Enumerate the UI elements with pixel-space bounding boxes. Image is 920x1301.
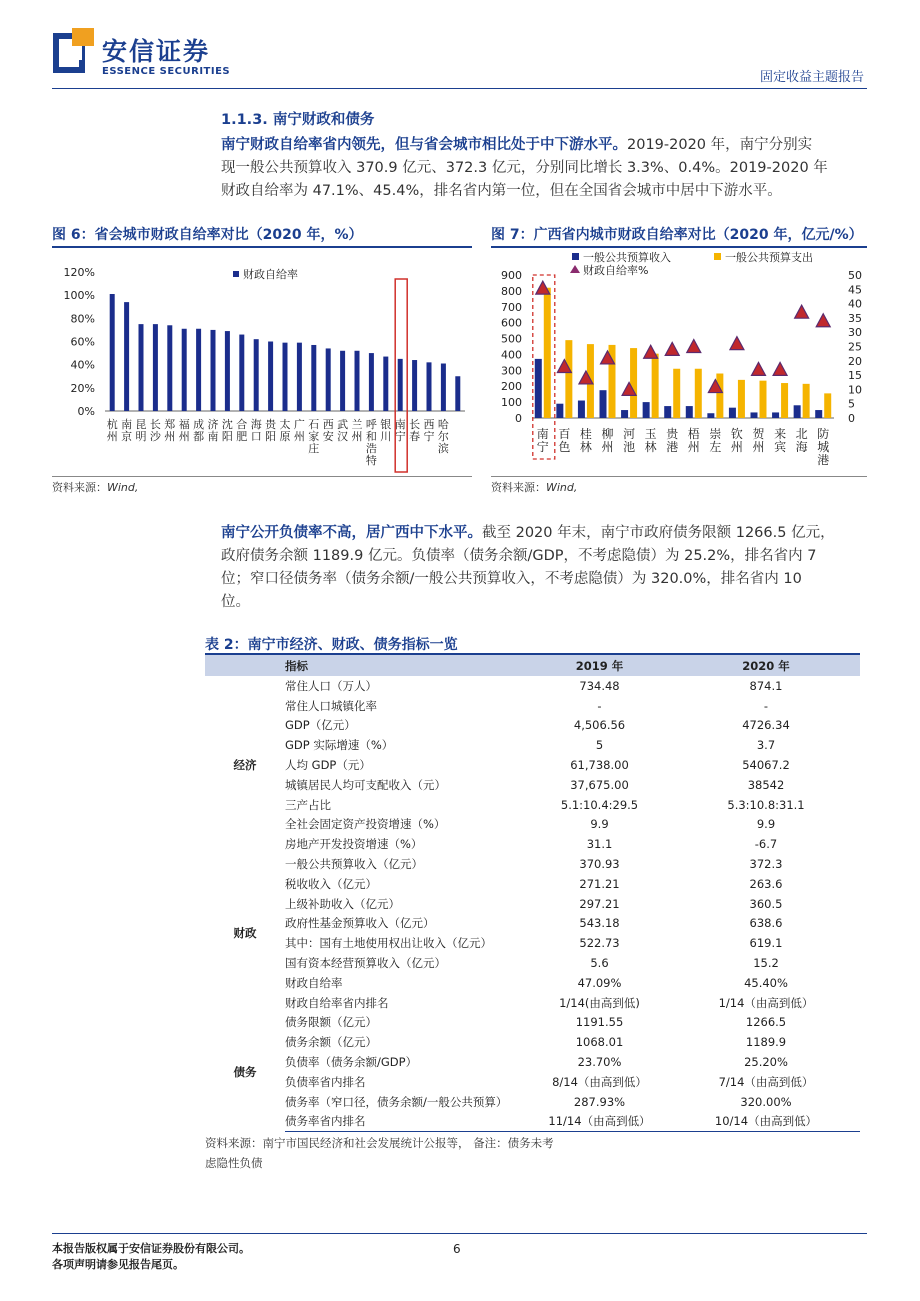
table-row	[205, 815, 860, 835]
table-cell-2020: 38542	[747, 777, 785, 792]
table-cell-indicator: 城镇居民人均可支配收入（元）	[285, 777, 446, 792]
fig6-title-rule	[52, 246, 472, 248]
table-cell-2020: 10/14（由高到低）	[672, 1112, 860, 1132]
fig7-source-name: Wind,	[546, 481, 578, 494]
table2-source-line1: 资料来源：南宁市国民经济和社会发展统计公报等， 备注：债务未考	[205, 1136, 554, 1150]
table-cell-2020: 263.6	[749, 876, 783, 891]
fig7-bar-income	[664, 406, 671, 418]
fig7-ytick-right: 0	[848, 412, 855, 425]
table-cell-2019: 4,506.56	[573, 718, 626, 733]
fig7-ytick-left: 400	[501, 348, 522, 362]
para2-line4: 位。	[221, 594, 250, 610]
table-cell-indicator: 国有资本经营预算收入（亿元）	[285, 956, 446, 971]
para1-lead: 南宁财政自给率省内领先，但与省会城市相比处于中下游水平。	[221, 137, 627, 153]
fig7-legend-income: 一般公共预算收入	[583, 251, 671, 264]
table-cell-2019: 9.9	[590, 817, 609, 832]
paragraph-2	[221, 522, 871, 614]
table-cell-2019: 734.48	[579, 678, 620, 693]
fig7-bar-expense	[781, 383, 788, 418]
fig7-source-prefix: 资料来源：	[491, 481, 546, 494]
fig7-marker-ratio	[752, 362, 766, 375]
fig7-bar-income	[600, 390, 607, 418]
table-category: 债务	[233, 1065, 257, 1080]
table-cell-2020: 874.1	[749, 678, 783, 693]
fig6-xtick: 太原	[279, 418, 291, 443]
table-cell-indicator: 常住人口城镇化率	[285, 698, 377, 713]
table-row	[205, 1112, 860, 1132]
fig6-bar	[355, 351, 360, 411]
fig6-ytick: 40%	[70, 358, 95, 372]
fig6-ytick: 0%	[77, 405, 95, 418]
footer-divider	[52, 1233, 867, 1234]
fig6-xtick: 长春	[409, 418, 421, 443]
table2-title: 表 2：南宁市经济、财政、债务指标一览	[205, 637, 458, 653]
fig6-bar	[167, 325, 172, 411]
fig6-ytick: 100%	[63, 289, 95, 303]
fig7-xtick: 贵港	[666, 427, 679, 454]
table-row	[205, 716, 860, 736]
fig7-legend-expense: 一般公共预算支出	[725, 251, 813, 264]
table-cell-2020: 320.00%	[740, 1094, 792, 1109]
fig6-bar	[139, 324, 144, 411]
fig6-legend-swatch	[233, 271, 239, 277]
report-type: 固定收益主题报告	[759, 70, 864, 85]
table-cell-2019: 5.1:10.4:29.5	[560, 797, 639, 812]
fig6-xtick: 合肥	[236, 418, 248, 443]
fig7-marker-ratio	[665, 342, 679, 355]
table-cell-indicator: 上级补助收入（亿元）	[285, 896, 400, 911]
table-cell-2020: 1/14（由高到低）	[718, 995, 814, 1010]
fig7-bar-expense	[716, 374, 723, 418]
fig7-marker-ratio	[773, 362, 787, 375]
table-row	[205, 735, 860, 755]
fig6-bar	[268, 342, 273, 412]
table-cell-2020: 45.40%	[744, 975, 788, 990]
fig7-marker-ratio	[730, 337, 744, 350]
fig7-ytick-right: 15	[848, 369, 862, 383]
fig7-bar-income	[621, 410, 628, 418]
table-row	[205, 1052, 860, 1072]
fig6-bar	[153, 324, 158, 411]
table-cell-2020: 54067.2	[742, 758, 790, 773]
table-row	[205, 973, 860, 993]
fig7-bar-expense	[544, 288, 551, 418]
fig7-xtick: 北海	[795, 427, 808, 454]
fig7-xtick: 梧州	[687, 427, 700, 454]
fig6-xtick: 济南	[207, 418, 219, 443]
table-row	[205, 874, 860, 894]
table-header-2020: 2020 年	[672, 655, 860, 676]
footer-copyright: 本报告版权属于安信证券股份有限公司。	[52, 1242, 250, 1255]
table-cell-indicator: 房地产开发投资增速（%）	[285, 837, 423, 852]
table-cell-indicator: 其中：国有土地使用权出让收入（亿元）	[285, 936, 492, 951]
fig7-legend-ratio: 财政自给率%	[583, 264, 649, 277]
fig7-marker-ratio	[816, 314, 830, 327]
fig6-source-prefix: 资料来源：	[52, 481, 107, 494]
table-cell-2019: 11/14（由高到低）	[527, 1112, 672, 1132]
fig6-bar	[427, 362, 432, 411]
table-cell-indicator: GDP（亿元）	[285, 718, 356, 733]
table-cell-2020: 360.5	[749, 896, 783, 911]
table-cell-indicator: GDP 实际增速（%）	[285, 738, 394, 753]
fig7-ytick-left: 0	[515, 412, 522, 425]
fig6-bar	[326, 348, 331, 411]
fig6-xtick: 海口	[250, 418, 262, 443]
fig6-bar	[383, 357, 388, 411]
table-cell-indicator: 税收收入（亿元）	[285, 876, 377, 891]
table-cell-2020: -	[763, 698, 769, 713]
table-row	[205, 953, 860, 973]
table-cell-indicator: 政府性基金预算收入（亿元）	[285, 916, 435, 931]
table-category: 财政	[233, 926, 257, 941]
fig7-xtick: 防城港	[817, 427, 830, 467]
fig7-xtick: 钦州	[730, 427, 743, 454]
table-cell-2019: 5.6	[590, 956, 609, 971]
fig7-bar-income	[707, 413, 714, 418]
table-cell-indicator: 债务限额（亿元）	[285, 1015, 377, 1030]
fig6-source-rule	[52, 476, 472, 477]
fig7-bar-income	[686, 406, 693, 418]
table-header-indicator: 指标	[285, 655, 527, 676]
table-cell-2019: 1068.01	[575, 1035, 624, 1050]
fig7-ytick-left: 700	[501, 300, 522, 314]
table-cell-2019: 522.73	[579, 936, 620, 951]
para1-line1: 2019-2020 年，南宁分别实	[627, 137, 813, 153]
fig6-xtick: 南宁	[394, 418, 406, 443]
fig7-bar-expense	[565, 340, 572, 418]
table-row	[205, 755, 860, 775]
table-header-blank	[205, 655, 285, 676]
fig7-title: 图 7：广西省内城市财政自给率对比（2020 年，亿元/%）	[491, 227, 863, 243]
table-cell-2020: 638.6	[749, 916, 783, 931]
table-row	[205, 1092, 860, 1112]
fig7-legend-swatch-expense	[714, 253, 721, 260]
logo-english: ESSENCE SECURITIES	[102, 66, 231, 77]
fig6-xtick: 贵阳	[265, 418, 277, 443]
fig7-bar-income	[794, 405, 801, 418]
fig7-xtick: 贺州	[752, 427, 765, 454]
fig6-ytick: 80%	[70, 312, 95, 326]
table-cell-indicator: 负债率（债务余额/GDP）	[285, 1055, 418, 1070]
fig6-xtick: 武汉	[337, 418, 349, 443]
table-cell-2019: 1191.55	[575, 1015, 624, 1030]
fig7-ytick-right: 20	[848, 354, 862, 368]
fig7-xtick: 来宾	[774, 427, 787, 454]
fig7-ytick-right: 25	[848, 340, 862, 354]
fig7-legend-swatch-income	[572, 253, 579, 260]
fig6-xtick: 石家庄	[308, 418, 320, 455]
fig7-bar-expense	[695, 369, 702, 418]
fig6-bar	[110, 294, 115, 411]
fig7-ytick-left: 600	[501, 316, 522, 330]
table-cell-2019: 543.18	[579, 916, 620, 931]
fig6-xtick: 福州	[178, 418, 190, 443]
fig6-xtick: 沈阳	[221, 418, 233, 443]
fig7-bar-income	[772, 412, 779, 418]
logo-mark-icon	[52, 28, 96, 78]
fig7-xtick: 玉林	[644, 427, 657, 454]
fig7-ytick-right: 50	[848, 269, 862, 282]
table-row	[205, 1072, 860, 1092]
page-number: 6	[453, 1242, 461, 1256]
fig6-xtick: 呼和浩特	[365, 418, 377, 467]
fig7-ytick-right: 10	[848, 383, 862, 397]
fig7-xtick: 河池	[623, 427, 636, 454]
fig6-bar	[283, 343, 288, 411]
fig7-ytick-right: 35	[848, 311, 862, 325]
fig6-ytick: 20%	[70, 381, 95, 395]
fig6-source-name: Wind,	[107, 481, 139, 494]
fig6-xtick: 哈尔滨	[437, 418, 449, 455]
para2-line3: 位；窄口径债务率（债务余额/一般公共预算收入，不考虑隐债）为 320.0%，排名省内 10	[221, 571, 802, 587]
fig7-ytick-left: 500	[501, 332, 522, 346]
fig7-bar-income	[643, 402, 650, 418]
fig7-bar-expense	[673, 369, 680, 418]
fig6-xtick: 成都	[193, 418, 205, 443]
para2-line2: 政府债务余额 1189.9 亿元。负债率（债务余额/GDP，不考虑隐债）为 25.2%，排名省内 7	[221, 548, 817, 564]
fig7-ytick-right: 45	[848, 283, 862, 297]
fig6-bar	[211, 330, 216, 411]
fig7-bar-expense	[803, 384, 810, 418]
fig7-bar-expense	[630, 348, 637, 418]
section-heading: 1.1.3. 南宁财政和债务	[221, 112, 375, 128]
fig7-marker-ratio	[795, 305, 809, 318]
fig7-bar-income	[729, 408, 736, 418]
fig6-bar	[239, 335, 244, 411]
fig6-bar	[398, 359, 403, 411]
table-row	[205, 1032, 860, 1052]
table-cell-2020: 5.3:10.8:31.1	[727, 797, 805, 812]
fig6-chart	[50, 250, 475, 475]
fig7-bar-income	[578, 401, 585, 418]
table-cell-2020: 15.2	[753, 956, 779, 971]
fig6-bar	[225, 331, 230, 411]
fig7-xtick: 桂林	[579, 427, 592, 454]
table-cell-2019: 8/14（由高到低）	[552, 1074, 647, 1089]
logo	[52, 28, 252, 83]
fig6-bar	[455, 376, 460, 411]
table-cell-2020: 1189.9	[745, 1035, 787, 1050]
fig7-marker-ratio	[644, 345, 658, 358]
fig6-xtick: 南京	[121, 418, 133, 443]
fig7-ytick-right: 30	[848, 326, 862, 340]
table-cell-indicator: 三产占比	[285, 797, 331, 812]
table-row	[205, 795, 860, 815]
table-cell-indicator: 人均 GDP（元）	[285, 758, 371, 773]
header-divider	[52, 88, 867, 89]
fig7-bar-income	[751, 412, 758, 418]
table-cell-indicator: 负债率省内排名	[285, 1074, 366, 1089]
fig6-xtick: 杭州	[106, 418, 118, 443]
table-cell-2019: 37,675.00	[570, 777, 629, 792]
fig7-ytick-left: 300	[501, 364, 522, 378]
fig7-ytick-left: 900	[501, 269, 522, 282]
table-cell-2019: -	[597, 698, 602, 713]
table-header-row	[205, 655, 860, 676]
fig7-bar-expense	[824, 393, 831, 418]
fig6-bar	[412, 360, 417, 411]
table-cell-2019: 271.21	[579, 876, 620, 891]
fig6-bar	[254, 339, 259, 411]
table2-source-line2: 虑隐性负债	[205, 1156, 263, 1170]
fig7-legend-marker-ratio	[570, 265, 580, 273]
table-row	[205, 993, 860, 1013]
fig6-bar	[340, 351, 345, 411]
fig7-source-rule	[491, 476, 867, 477]
fig7-xtick: 柳州	[601, 427, 614, 454]
table-cell-2019: 61,738.00	[570, 758, 629, 773]
fig7-chart	[489, 250, 869, 475]
table-cell-indicator: 财政自给率省内排名	[285, 995, 389, 1010]
fig6-bar	[369, 353, 374, 411]
table-cell-2020: 4726.34	[742, 718, 790, 733]
table-cell-2020: 25.20%	[744, 1055, 788, 1070]
fig7-xtick: 崇左	[709, 427, 722, 454]
table-cell-2019: 1/14(由高到低)	[559, 995, 640, 1010]
para1-line3: 财政自给率为 47.1%、45.4%，排名省内第一位，但在全国省会城市中居中下游水平。	[221, 183, 782, 199]
para2-line1: 截至 2020 年末，南宁市政府债务限额 1266.5 亿元，	[482, 525, 835, 541]
table-cell-2019: 5	[595, 738, 604, 753]
table-header-2019: 2019 年	[527, 655, 672, 676]
fig6-source	[52, 479, 138, 495]
table-cell-2020: -6.7	[754, 837, 778, 852]
fig6-xtick: 西宁	[423, 418, 435, 443]
table-row	[205, 676, 860, 696]
table-row	[205, 775, 860, 795]
fig6-bar	[297, 343, 302, 411]
table-row	[205, 894, 860, 914]
table-row	[205, 834, 860, 854]
table-cell-2020: 3.7	[756, 738, 776, 753]
fig7-bar-income	[815, 410, 822, 418]
fig6-bar	[311, 345, 316, 411]
table-cell-2020: 1266.5	[745, 1015, 787, 1030]
fig7-ytick-right: 5	[848, 397, 855, 411]
table-row	[205, 933, 860, 953]
table-category: 经济	[233, 758, 257, 773]
indicator-table	[205, 655, 860, 1132]
table-cell-indicator: 一般公共预算收入（亿元）	[285, 857, 423, 872]
fig7-bar-income	[556, 404, 563, 418]
table-row	[205, 914, 860, 934]
fig7-bar-expense	[738, 380, 745, 418]
table-cell-2019: 31.1	[586, 837, 613, 852]
table2-source	[205, 1133, 554, 1173]
table-cell-indicator: 常住人口（万人）	[285, 678, 377, 693]
table-row	[205, 854, 860, 874]
table-cell-2019: 23.70%	[577, 1055, 622, 1070]
fig7-ytick-right: 40	[848, 297, 862, 311]
table-cell-2019: 287.93%	[573, 1094, 626, 1109]
fig6-bar	[124, 302, 129, 411]
fig6-bar	[182, 329, 187, 411]
fig6-xtick: 长沙	[149, 418, 161, 443]
fig7-bar-expense	[760, 381, 767, 418]
fig7-title-rule	[491, 246, 867, 248]
table-row	[205, 696, 860, 716]
table-cell-2019: 370.93	[579, 857, 620, 872]
table-cell-indicator: 财政自给率	[285, 975, 343, 990]
table-row	[205, 1013, 860, 1033]
fig7-bar-income	[535, 359, 542, 418]
fig6-xtick: 银川	[380, 418, 392, 443]
fig6-xtick: 西安	[322, 418, 334, 443]
fig6-title: 图 6：省会城市财政自给率对比（2020 年，%）	[52, 227, 363, 243]
fig7-ytick-left: 200	[501, 380, 522, 394]
para1-line2: 现一般公共预算收入 370.9 亿元、372.3 亿元，分别同比增长 3.3%、0.4%。2019-2020 年	[221, 160, 828, 176]
fig7-marker-ratio	[536, 281, 550, 294]
para2-lead: 南宁公开负债率不高，居广西中下水平。	[221, 525, 482, 541]
fig6-bar	[196, 329, 201, 411]
table-cell-2019: 297.21	[579, 896, 620, 911]
table-cell-2019: 47.09%	[577, 975, 622, 990]
table-cell-2020: 9.9	[756, 817, 776, 832]
fig7-ytick-left: 100	[501, 396, 522, 410]
fig7-marker-ratio	[687, 340, 701, 353]
fig6-ytick: 120%	[63, 266, 95, 279]
table-cell-2020: 372.3	[749, 857, 783, 872]
fig7-xtick: 南宁	[536, 427, 549, 454]
fig6-xtick: 广州	[293, 418, 305, 443]
fig7-xtick: 百色	[558, 427, 571, 454]
fig6-xtick: 昆明	[135, 418, 147, 443]
fig7-bar-expense	[652, 354, 659, 418]
table-cell-indicator: 债务率省内排名	[285, 1112, 527, 1132]
logo-chinese: 安信证券	[102, 37, 211, 66]
fig6-xtick: 郑州	[164, 418, 176, 443]
paragraph-1	[221, 134, 871, 203]
fig7-source	[491, 479, 577, 495]
footer-disclaimer: 各项声明请参见报告尾页。	[52, 1258, 184, 1271]
table-cell-2020: 7/14（由高到低）	[718, 1074, 814, 1089]
table-cell-2020: 619.1	[749, 936, 783, 951]
table-cell-indicator: 全社会固定资产投资增速（%）	[285, 817, 446, 832]
fig6-bar	[441, 364, 446, 411]
fig6-legend-label: 财政自给率	[243, 268, 298, 281]
fig6-xtick: 兰州	[351, 418, 363, 443]
fig6-ytick: 60%	[70, 335, 95, 349]
table-cell-indicator: 债务余额（亿元）	[285, 1035, 377, 1050]
table-cell-indicator: 债务率（窄口径，债务余额/一般公共预算）	[285, 1094, 508, 1109]
fig7-ytick-left: 800	[501, 284, 522, 298]
